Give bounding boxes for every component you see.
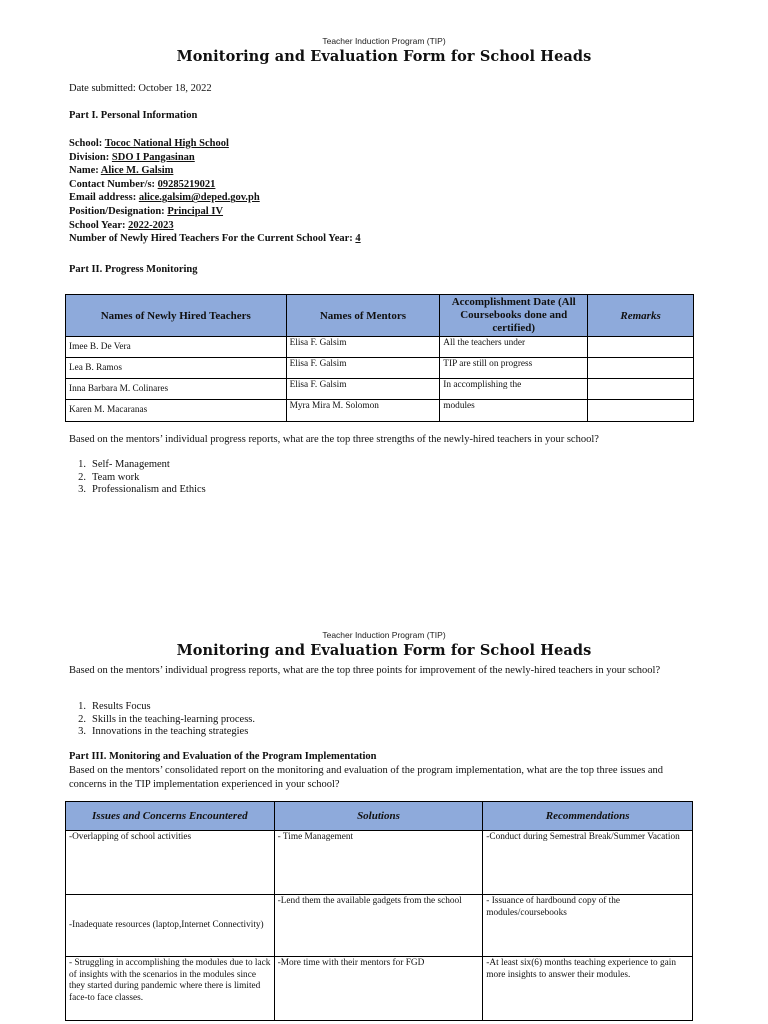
progress-table bbox=[65, 294, 694, 422]
table-row bbox=[66, 337, 694, 358]
cell-accomplishment: In accomplishing the bbox=[440, 379, 588, 400]
info-email: Email address: alice.galsim@deped.gov.ph bbox=[69, 192, 260, 204]
table-row bbox=[66, 957, 693, 1021]
personal-info bbox=[69, 137, 361, 246]
list-item: 2. Team work bbox=[78, 471, 140, 483]
date-submitted bbox=[69, 83, 212, 94]
th-solutions: Solutions bbox=[274, 802, 483, 831]
part3-question: Based on the mentors’ consolidated report on the monitoring and evaluation of the program implementation, what are the top three issues and concerns in the TIP implementation experienced in your school? bbox=[69, 765, 664, 790]
page1-header: Teacher Induction Program (TIP) bbox=[322, 36, 446, 46]
info-new-teachers: Number of Newly Hired Teachers For the Current School Year: 4 bbox=[69, 233, 361, 245]
cell-remarks bbox=[588, 358, 694, 379]
list-item: 1. Results Focus bbox=[78, 701, 151, 712]
cell-recommendation: - Issuance of hardbound copy of the modules/coursebooks bbox=[483, 895, 693, 957]
list-item: 2. Skills in the teaching-learning process. bbox=[78, 713, 256, 725]
info-position: Position/Designation: Principal IV bbox=[69, 205, 224, 217]
list-item: 3. Innovations in the teaching strategies bbox=[78, 726, 249, 737]
table-row bbox=[66, 831, 693, 895]
cell-accomplishment: TIP are still on progress bbox=[440, 358, 588, 379]
info-name: Name: Alice M. Galsim bbox=[69, 165, 174, 177]
th-teachers: Names of Newly Hired Teachers bbox=[66, 295, 287, 337]
th-mentors: Names of Mentors bbox=[286, 295, 440, 337]
cell-mentor: Myra Mira M. Solomon bbox=[286, 400, 440, 422]
cell-solution: - Time Management bbox=[274, 831, 483, 895]
cell-solution: -Lend them the available gadgets from the school bbox=[274, 895, 483, 957]
cell-teacher: Lea B. Ramos bbox=[66, 358, 287, 379]
page2-header: Teacher Induction Program (TIP) bbox=[322, 630, 446, 640]
th-issues: Issues and Concerns Encountered bbox=[66, 802, 275, 831]
cell-remarks bbox=[588, 400, 694, 422]
improvements-list bbox=[69, 701, 255, 739]
page2-title: Monitoring and Evaluation Form for School Heads bbox=[176, 642, 592, 659]
info-contact: Contact Number/s: 09285219021 bbox=[69, 178, 216, 190]
info-school: School: Tococ National High School bbox=[69, 138, 229, 149]
table-row bbox=[66, 379, 694, 400]
cell-recommendation: -Conduct during Semestral Break/Summer Vacation bbox=[483, 831, 693, 895]
strengths-list bbox=[69, 459, 206, 497]
info-division: Division: SDO I Pangasinan bbox=[69, 151, 195, 163]
cell-remarks bbox=[588, 379, 694, 400]
part2-heading: Part II. Progress Monitoring bbox=[69, 264, 198, 275]
strengths-question: Based on the mentors’ individual progress reports, what are the top three strengths of the newly-hired teachers in your school? bbox=[69, 434, 599, 445]
cell-solution: -More time with their mentors for FGD bbox=[274, 957, 483, 1021]
cell-issue: -Inadequate resources (laptop,Internet Connectivity) bbox=[66, 895, 275, 957]
cell-issue: -Overlapping of school activities bbox=[66, 831, 275, 895]
page1-title: Monitoring and Evaluation Form for School Heads bbox=[176, 48, 592, 65]
th-accomplishment: Accomplishment Date (All Coursebooks done and certified) bbox=[440, 295, 588, 337]
part3-heading: Part III. Monitoring and Evaluation of the Program Implementation bbox=[69, 751, 377, 762]
cell-mentor: Elisa F. Galsim bbox=[286, 358, 440, 379]
cell-teacher: Imee B. De Vera bbox=[66, 337, 287, 358]
table-row bbox=[66, 400, 694, 422]
table-row bbox=[66, 358, 694, 379]
info-school-year: School Year: 2022-2023 bbox=[69, 219, 174, 231]
cell-teacher: Inna Barbara M. Colinares bbox=[66, 379, 287, 400]
improve-question: Based on the mentors’ individual progress reports, what are the top three points for improvement of the newly-hired teachers in your school? bbox=[69, 665, 661, 676]
cell-mentor: Elisa F. Galsim bbox=[286, 379, 440, 400]
cell-remarks bbox=[588, 337, 694, 358]
cell-recommendation: -At least six(6) months teaching experience to gain more insights to answer their modules. bbox=[483, 957, 693, 1021]
list-item: 1. Self- Management bbox=[78, 459, 170, 470]
part1-heading: Part I. Personal Information bbox=[69, 110, 198, 121]
cell-mentor: Elisa F. Galsim bbox=[286, 337, 440, 358]
cell-accomplishment: modules bbox=[440, 400, 588, 422]
th-remarks: Remarks bbox=[588, 295, 694, 337]
date-value: October 18, 2022 bbox=[138, 83, 212, 94]
cell-accomplishment: All the teachers under bbox=[440, 337, 588, 358]
table-row bbox=[66, 895, 693, 957]
list-item: 3. Professionalism and Ethics bbox=[78, 484, 206, 495]
th-recommendations: Recommendations bbox=[483, 802, 693, 831]
date-label: Date submitted: bbox=[69, 83, 139, 94]
cell-teacher: Karen M. Macaranas bbox=[66, 400, 287, 422]
cell-issue: - Struggling in accomplishing the modules due to lack of insights with the scenarios in the modules since they started during pandemic where there is limited face-to face classes. bbox=[66, 957, 275, 1021]
issues-table bbox=[65, 801, 693, 1021]
